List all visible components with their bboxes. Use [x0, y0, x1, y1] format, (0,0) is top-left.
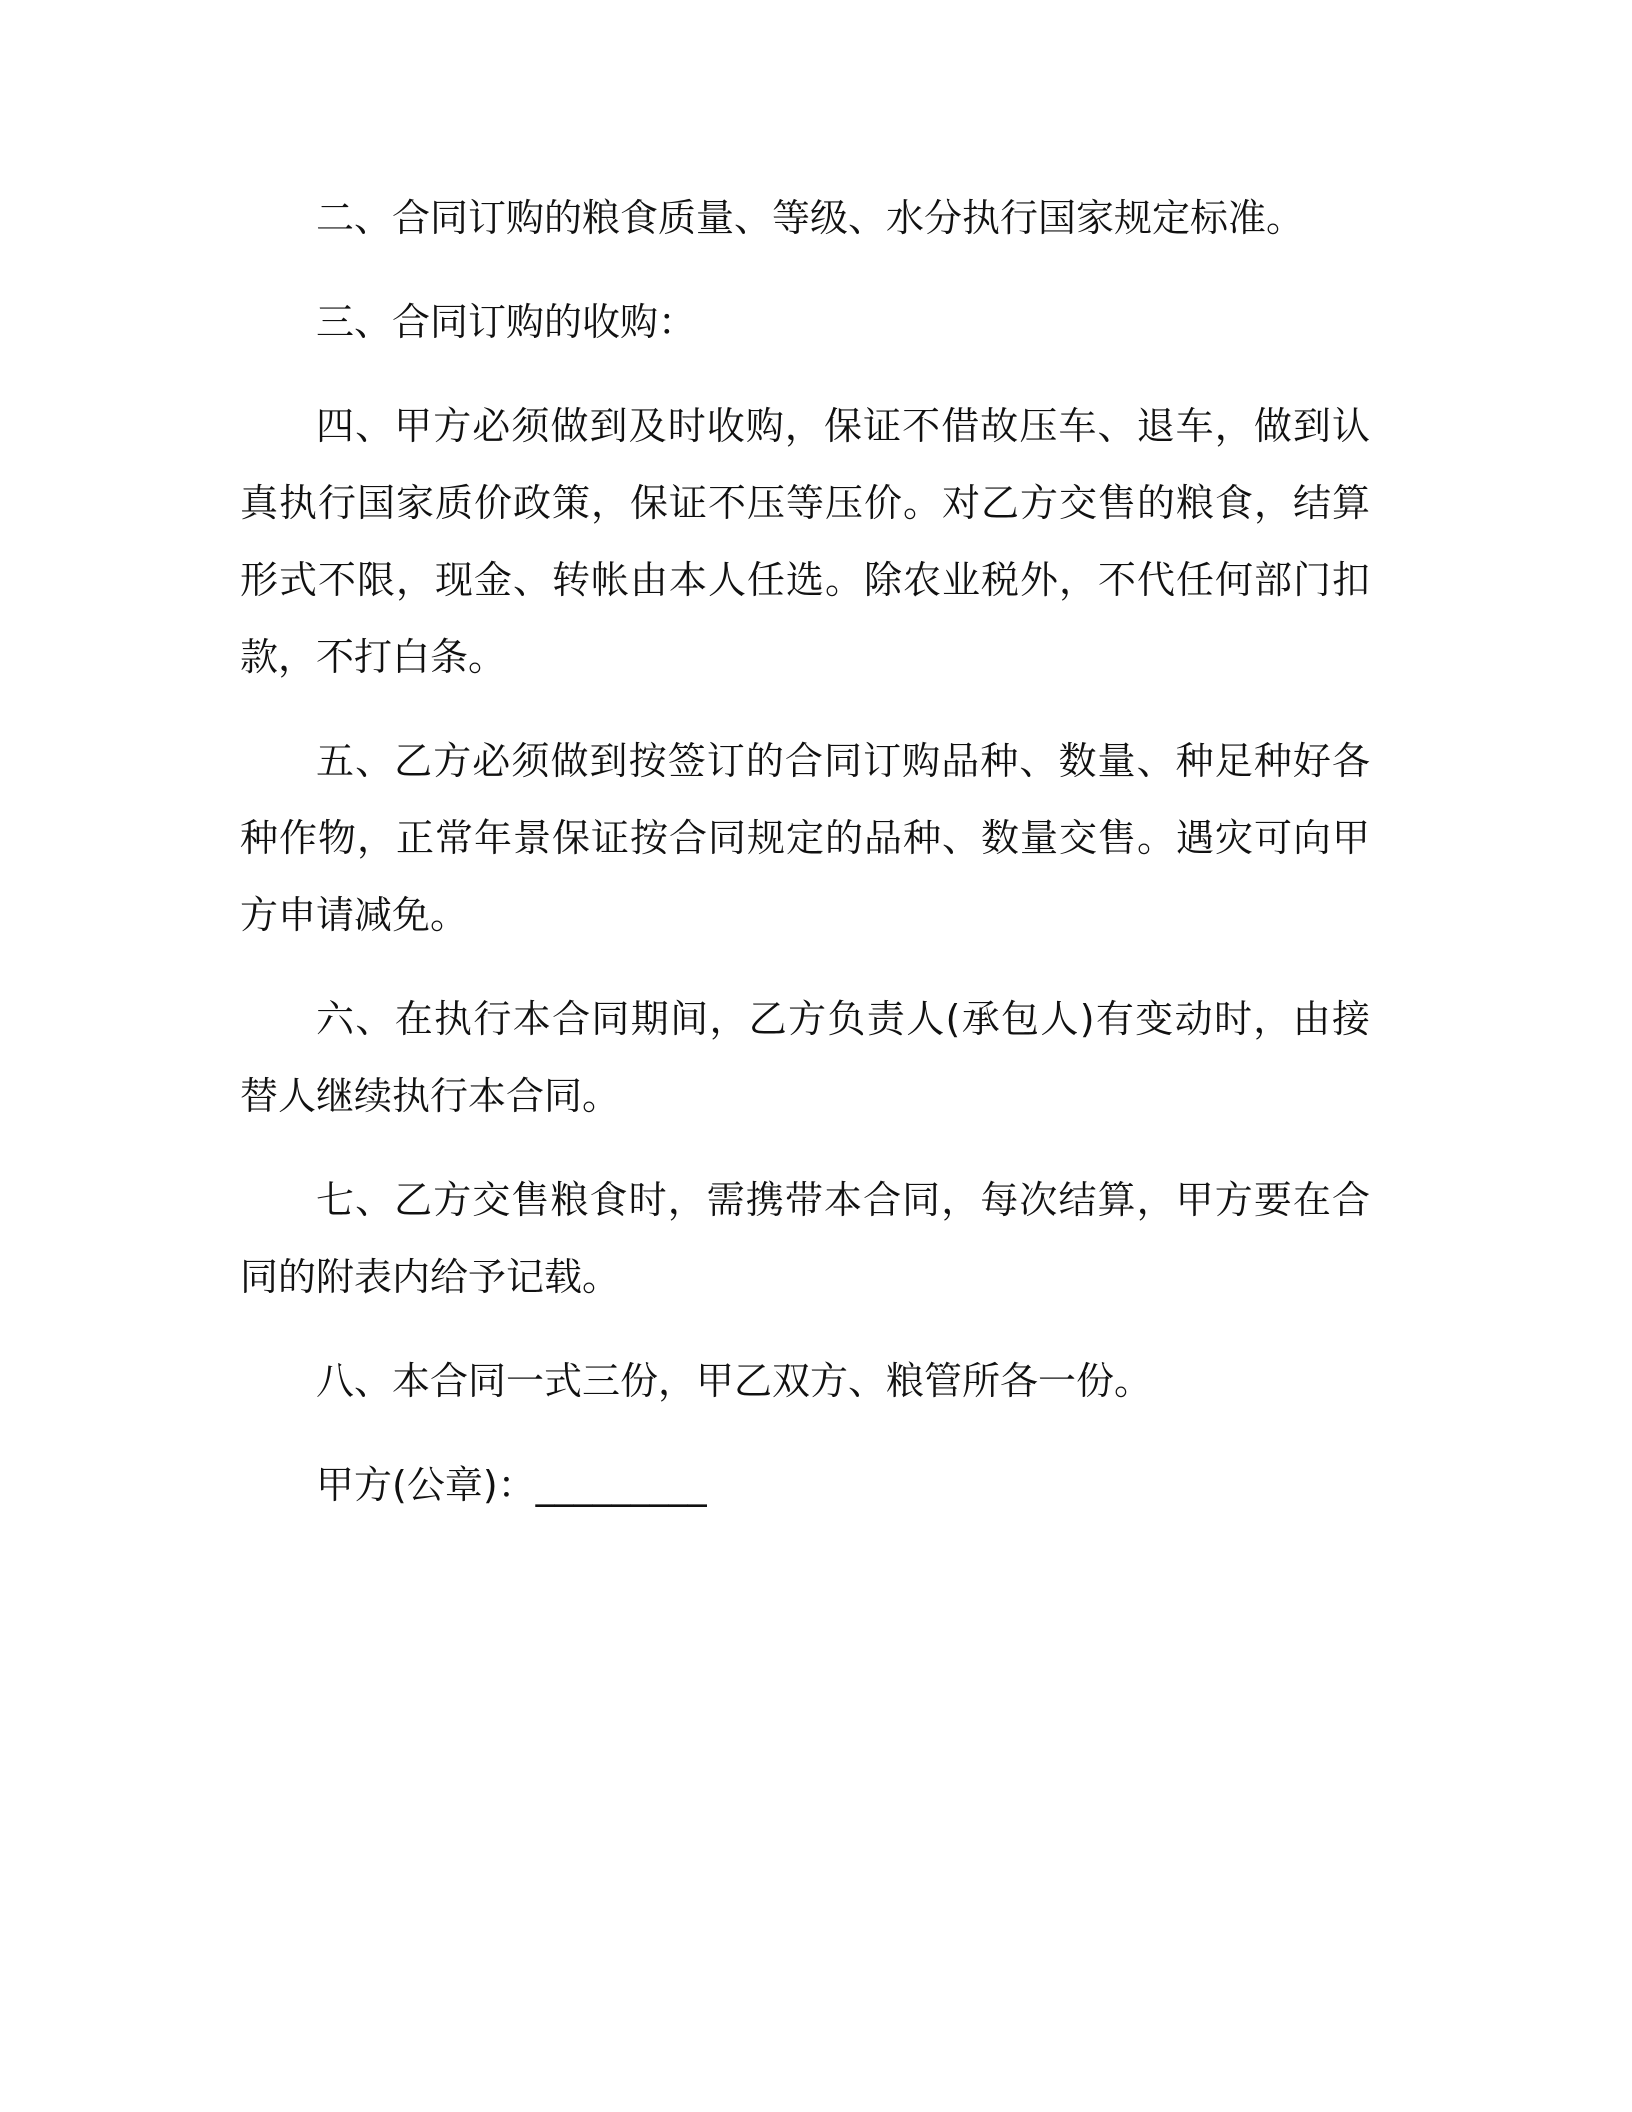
clause-7: 七、乙方交售粮食时，需携带本合同，每次结算，甲方要在合同的附表内给予记载。	[240, 1178, 1370, 1299]
clause-4: 四、甲方必须做到及时收购，保证不借故压车、退车，做到认真执行国家质价政策，保证不压等压价。对乙方交售的粮食，结算形式不限，现金、转帐由本人任选。除农业税外，不代任何部门扣款，不打白条。	[240, 404, 1370, 679]
clause-5: 五、乙方必须做到按签订的合同订购品种、数量、种足种好各种作物，正常年景保证按合同规定的品种、数量交售。遇灾可向甲方申请减免。	[240, 739, 1370, 937]
clause-3: 三、合同订购的收购：	[316, 300, 697, 344]
contract-body	[240, 180, 1370, 1524]
clause-6: 六、在执行本合同期间，乙方负责人(承包人)有变动时，由接替人继续执行本合同。	[240, 997, 1370, 1118]
party-a-signature-line: 甲方(公章)：_________	[316, 1463, 707, 1507]
clause-8: 八、本合同一式三份，甲乙双方、粮管所各一份。	[316, 1359, 1153, 1403]
clause-2: 二、合同订购的粮食质量、等级、水分执行国家规定标准。	[316, 196, 1305, 240]
